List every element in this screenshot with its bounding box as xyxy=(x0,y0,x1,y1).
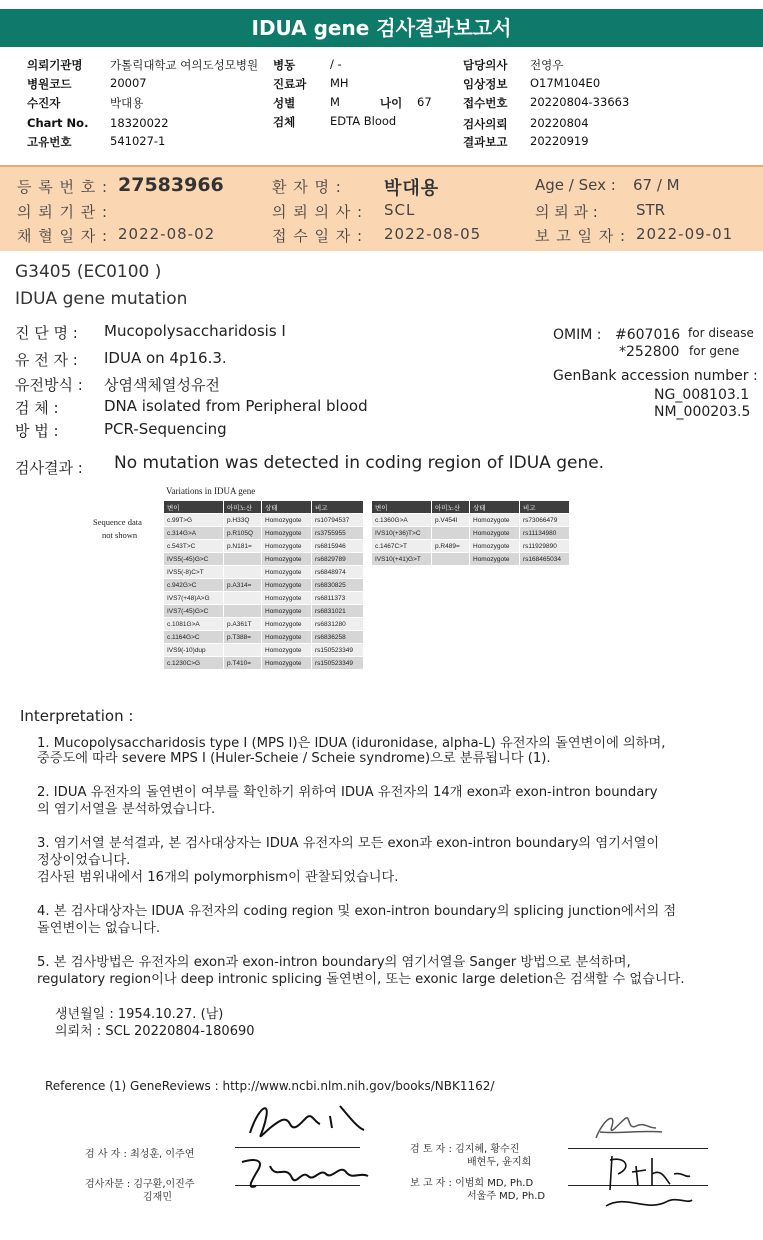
reviewer-label-2: 배현두, 윤지희 xyxy=(467,1157,532,1168)
table-cell: p.H33Q xyxy=(224,514,262,527)
header-value: 20220919 xyxy=(530,134,589,148)
table-cell: Homozygote xyxy=(262,618,312,631)
variations-table-right xyxy=(371,500,570,566)
referral-number: 의뢰처 : SCL 20220804-180690 xyxy=(55,1024,255,1039)
variations-header-cell: 상태 xyxy=(470,501,520,514)
table-cell: IVS10(+36)T>C xyxy=(372,527,432,540)
header-value: 가톨릭대학교 여의도성모병원 xyxy=(110,58,259,72)
table-cell: c.1230C>G xyxy=(164,657,224,670)
table-cell: rs6836258 xyxy=(312,631,364,644)
reporter-signature xyxy=(596,1150,696,1220)
variations-header-row xyxy=(372,501,570,514)
table-cell: rs150523349 xyxy=(312,644,364,657)
header-value: 541027-1 xyxy=(110,134,166,148)
table-cell: Homozygote xyxy=(470,553,520,566)
test-name: IDUA gene mutation xyxy=(15,289,188,309)
reg-number-label: 등 록 번 호 : xyxy=(17,178,109,196)
table-cell: c.1081G>A xyxy=(164,618,224,631)
header-key: 결과보고 xyxy=(463,135,508,149)
inheritance-label: 유전방식 : xyxy=(15,376,83,394)
examiner-label: 검 사 자 : 최성훈, 이주연 xyxy=(85,1149,195,1160)
table-row xyxy=(372,527,570,540)
agesex-label: Age / Sex : xyxy=(535,176,616,194)
header-value: M xyxy=(330,95,340,109)
table-row xyxy=(164,579,364,592)
table-cell: Homozygote xyxy=(262,644,312,657)
table-cell: c.942G>C xyxy=(164,579,224,592)
header-key: 접수번호 xyxy=(463,96,508,110)
header-key: 성별 xyxy=(273,96,296,110)
table-cell: Homozygote xyxy=(262,579,312,592)
interpretation-line: 정상이었습니다. xyxy=(37,853,131,868)
institution-label: 의 뢰 기 관 : xyxy=(17,203,109,221)
table-cell xyxy=(224,566,262,579)
omim-gene-note: for gene xyxy=(689,344,740,358)
table-cell: Homozygote xyxy=(470,540,520,553)
reviewer-label: 검 토 자 : 김지혜, 황수진 xyxy=(410,1144,520,1155)
inheritance-value: 상염색체열성유전 xyxy=(104,376,220,394)
header-key: 담당의사 xyxy=(463,58,508,72)
interpretation-line: 돌연변이는 없습니다. xyxy=(37,921,161,936)
table-row xyxy=(164,657,364,670)
dept-value: STR xyxy=(636,201,666,219)
header-value: EDTA Blood xyxy=(330,114,397,128)
variations-header-cell: 아미노산 xyxy=(432,501,470,514)
header-value: 67 xyxy=(417,95,432,109)
table-cell: Homozygote xyxy=(262,540,312,553)
agesex-value: 67 / M xyxy=(633,176,680,194)
table-cell: rs6815946 xyxy=(312,540,364,553)
variations-header-cell: 비고 xyxy=(520,501,570,514)
interpretation-line: 검사된 범위내에서 16개의 polymorphism이 관찰되었습니다. xyxy=(37,870,399,885)
method-label: 방 법 : xyxy=(15,422,59,440)
interpretation-line: 4. 본 검사대상자는 IDUA 유전자의 coding region 및 exon-intron boundary의 splicing junction에서의 점 xyxy=(37,904,677,919)
table-cell: rs6811373 xyxy=(312,592,364,605)
header-value: 20220804 xyxy=(530,116,589,130)
table-cell: p.T388= xyxy=(224,631,262,644)
report-date-label: 보 고 일 자 : xyxy=(535,227,627,245)
reporter-label-2: 서울주 MD, Ph.D xyxy=(467,1191,546,1202)
collect-date-label: 채 혈 일 자 : xyxy=(17,227,109,245)
header-value: 18320022 xyxy=(110,116,169,130)
table-cell: Homozygote xyxy=(470,527,520,540)
patient-name-label: 환 자 명 : xyxy=(272,178,342,196)
reg-number-value: 27583966 xyxy=(118,174,224,196)
dept-label: 의 뢰 과 : xyxy=(535,203,598,221)
table-cell: rs11134980 xyxy=(520,527,570,540)
table-cell xyxy=(224,553,262,566)
advisor-signature xyxy=(236,1150,376,1195)
table-cell: rs6831280 xyxy=(312,618,364,631)
header-value: 20220804-33663 xyxy=(530,95,630,109)
table-row xyxy=(164,592,364,605)
table-cell: IVS10(+41)G>T xyxy=(372,553,432,566)
table-cell: p.V454I xyxy=(432,514,470,527)
header-key: Chart No. xyxy=(27,116,89,130)
doctor-value: SCL xyxy=(384,201,416,219)
table-cell: p.T410= xyxy=(224,657,262,670)
table-cell: IVS5(-8)C>T xyxy=(164,566,224,579)
table-cell: c.1467C>T xyxy=(372,540,432,553)
table-cell: p.A314= xyxy=(224,579,262,592)
table-cell: Homozygote xyxy=(262,657,312,670)
header-value: 전영우 xyxy=(530,58,564,72)
header-key: 고유번호 xyxy=(27,135,72,149)
header-key: 검체 xyxy=(273,115,296,129)
specimen-value: DNA isolated from Peripheral blood xyxy=(104,397,368,415)
header-value: 20007 xyxy=(110,76,147,90)
table-cell: rs10794537 xyxy=(312,514,364,527)
patient-banner xyxy=(0,165,763,251)
variations-header-cell: 아미노산 xyxy=(224,501,262,514)
table-cell: p.R489= xyxy=(432,540,470,553)
table-cell: Homozygote xyxy=(262,592,312,605)
diagnosis-value: Mucopolysaccharidosis I xyxy=(104,322,286,340)
omim-label: OMIM : xyxy=(553,327,602,343)
table-cell: rs73066479 xyxy=(520,514,570,527)
header-key: 병원코드 xyxy=(27,77,72,91)
gene-value: IDUA on 4p16.3. xyxy=(104,349,227,367)
table-cell: rs3755955 xyxy=(312,527,364,540)
variations-header-cell: 상태 xyxy=(262,501,312,514)
table-cell: Homozygote xyxy=(262,514,312,527)
table-row xyxy=(372,553,570,566)
header-key: 진료과 xyxy=(273,77,307,91)
variations-side-note: not shown xyxy=(102,530,138,540)
method-value: PCR-Sequencing xyxy=(104,420,227,438)
specimen-label: 검 체 : xyxy=(15,399,59,417)
table-cell xyxy=(432,553,470,566)
table-cell xyxy=(224,605,262,618)
interpretation-line: 의 염기서열을 분석하였습니다. xyxy=(37,802,216,817)
reporter-label: 보 고 자 : 이범희 MD, Ph.D xyxy=(410,1178,534,1189)
header-key: 수진자 xyxy=(27,96,61,110)
interpretation-line: 2. IDUA 유전자의 돌연변이 여부를 확인하기 위하여 IDUA 유전자의 14개 exon과 exon-intron boundary xyxy=(37,785,658,800)
table-cell: c.314G>A xyxy=(164,527,224,540)
interpretation-line: 5. 본 검사방법은 유전자의 exon과 exon-intron boundary의 염기서열을 Sanger 방법으로 분석하며, xyxy=(37,955,631,970)
genbank-label: GenBank accession number : xyxy=(553,368,758,384)
table-cell: Homozygote xyxy=(262,566,312,579)
table-cell xyxy=(432,527,470,540)
table-cell: p.R105Q xyxy=(224,527,262,540)
interpretation-line: 3. 염기서열 분석결과, 본 검사대상자는 IDUA 유전자의 모든 exon과 exon-intron boundary의 염기서열이 xyxy=(37,836,660,851)
table-row xyxy=(164,605,364,618)
table-row xyxy=(164,540,364,553)
header-key: 의뢰기관명 xyxy=(27,58,83,72)
test-code: G3405 (EC0100 ) xyxy=(15,262,162,282)
table-cell: c.1164G>C xyxy=(164,631,224,644)
examiner-signature xyxy=(240,1098,370,1148)
table-row xyxy=(372,540,570,553)
table-cell: rs6848974 xyxy=(312,566,364,579)
diagnosis-label: 진 단 명 : xyxy=(15,324,78,342)
table-cell xyxy=(224,644,262,657)
table-cell: rs6831021 xyxy=(312,605,364,618)
reference-text: Reference (1) GeneReviews : http://www.ncbi.nlm.nih.gov/books/NBK1162/ xyxy=(45,1079,495,1093)
variations-title: Variations in IDUA gene xyxy=(166,486,256,496)
table-cell: p.A361T xyxy=(224,618,262,631)
interpretation-heading: Interpretation : xyxy=(20,707,134,725)
birth-date: 생년월일 : 1954.10.27. (남) xyxy=(55,1007,224,1022)
table-cell: Homozygote xyxy=(262,553,312,566)
header-key: 검사의뢰 xyxy=(463,117,508,131)
header-value: O17M104E0 xyxy=(530,76,601,90)
omim-disease-note: for disease xyxy=(688,326,754,340)
header-key: 임상정보 xyxy=(463,77,508,91)
reviewer-signature xyxy=(590,1108,670,1150)
table-cell: IVS5(-45)G>C xyxy=(164,553,224,566)
table-row xyxy=(164,553,364,566)
interpretation-line: 중증도에 따라 severe MPS I (Huler-Scheie / Scheie syndrome)으로 분류됩니다 (1). xyxy=(37,751,551,766)
receipt-date-value: 2022-08-05 xyxy=(384,225,482,243)
table-cell: c.1360G>A xyxy=(372,514,432,527)
table-cell: rs150523349 xyxy=(312,657,364,670)
variations-header-cell: 변이 xyxy=(372,501,432,514)
table-cell: IVS7(-45)G>C xyxy=(164,605,224,618)
table-cell: rs6830825 xyxy=(312,579,364,592)
table-cell: rs6829789 xyxy=(312,553,364,566)
header-key: 병동 xyxy=(273,58,296,72)
advisor-label: 검사자문 : 김구환,이진주 xyxy=(85,1179,195,1190)
variations-side-note: Sequence data xyxy=(93,517,142,527)
variations-header-row xyxy=(164,501,364,514)
table-row xyxy=(164,514,364,527)
table-cell: rs11929890 xyxy=(520,540,570,553)
variations-header-cell: 비고 xyxy=(312,501,364,514)
omim-gene: *252800 xyxy=(619,344,680,360)
advisor-label-2: 김재민 xyxy=(143,1192,172,1203)
header-value: MH xyxy=(330,76,349,90)
table-cell xyxy=(224,592,262,605)
banner-divider xyxy=(0,165,763,167)
variations-table-left xyxy=(163,500,364,670)
patient-name-value: 박대용 xyxy=(384,178,440,199)
interpretation-line: 1. Mucopolysaccharidosis type I (MPS I)은 IDUA (iduronidase, alpha-L) 유전자의 돌연변이에 의하며, xyxy=(37,736,666,751)
table-row xyxy=(164,618,364,631)
result-label: 검사결과 : xyxy=(15,459,83,477)
table-cell: Homozygote xyxy=(262,631,312,644)
header-key: 나이 xyxy=(380,96,403,110)
interpretation-line: regulatory region이나 deep intronic splicing 돌연변이, 또는 exonic large deletion은 검색할 수 없습니다. xyxy=(37,972,685,987)
table-cell: Homozygote xyxy=(262,605,312,618)
table-cell: c.543T>C xyxy=(164,540,224,553)
table-cell: p.N181= xyxy=(224,540,262,553)
table-row xyxy=(372,514,570,527)
table-cell: IVS9(-10)dup xyxy=(164,644,224,657)
header-value: 박대용 xyxy=(110,96,144,110)
omim-disease: #607016 xyxy=(615,327,681,343)
table-row xyxy=(164,527,364,540)
receipt-date-label: 접 수 일 자 : xyxy=(272,227,364,245)
genbank-nm: NM_000203.5 xyxy=(654,404,751,420)
result-value: No mutation was detected in coding region of IDUA gene. xyxy=(114,453,605,473)
table-row xyxy=(164,644,364,657)
table-cell: c.99T>G xyxy=(164,514,224,527)
doctor-label: 의 뢰 의 사 : xyxy=(272,203,364,221)
table-cell: Homozygote xyxy=(262,527,312,540)
report-date-value: 2022-09-01 xyxy=(636,225,734,243)
header-value: / - xyxy=(330,57,342,71)
table-cell: Homozygote xyxy=(470,514,520,527)
table-cell: rs168465034 xyxy=(520,553,570,566)
collect-date-value: 2022-08-02 xyxy=(118,225,216,243)
table-row xyxy=(164,631,364,644)
table-cell: IVS7(+48)A>G xyxy=(164,592,224,605)
genbank-ng: NG_008103.1 xyxy=(654,387,750,403)
report-title: IDUA gene 검사결과보고서 xyxy=(0,9,763,47)
gene-label: 유 전 자 : xyxy=(15,351,78,369)
table-row xyxy=(164,566,364,579)
variations-header-cell: 변이 xyxy=(164,501,224,514)
